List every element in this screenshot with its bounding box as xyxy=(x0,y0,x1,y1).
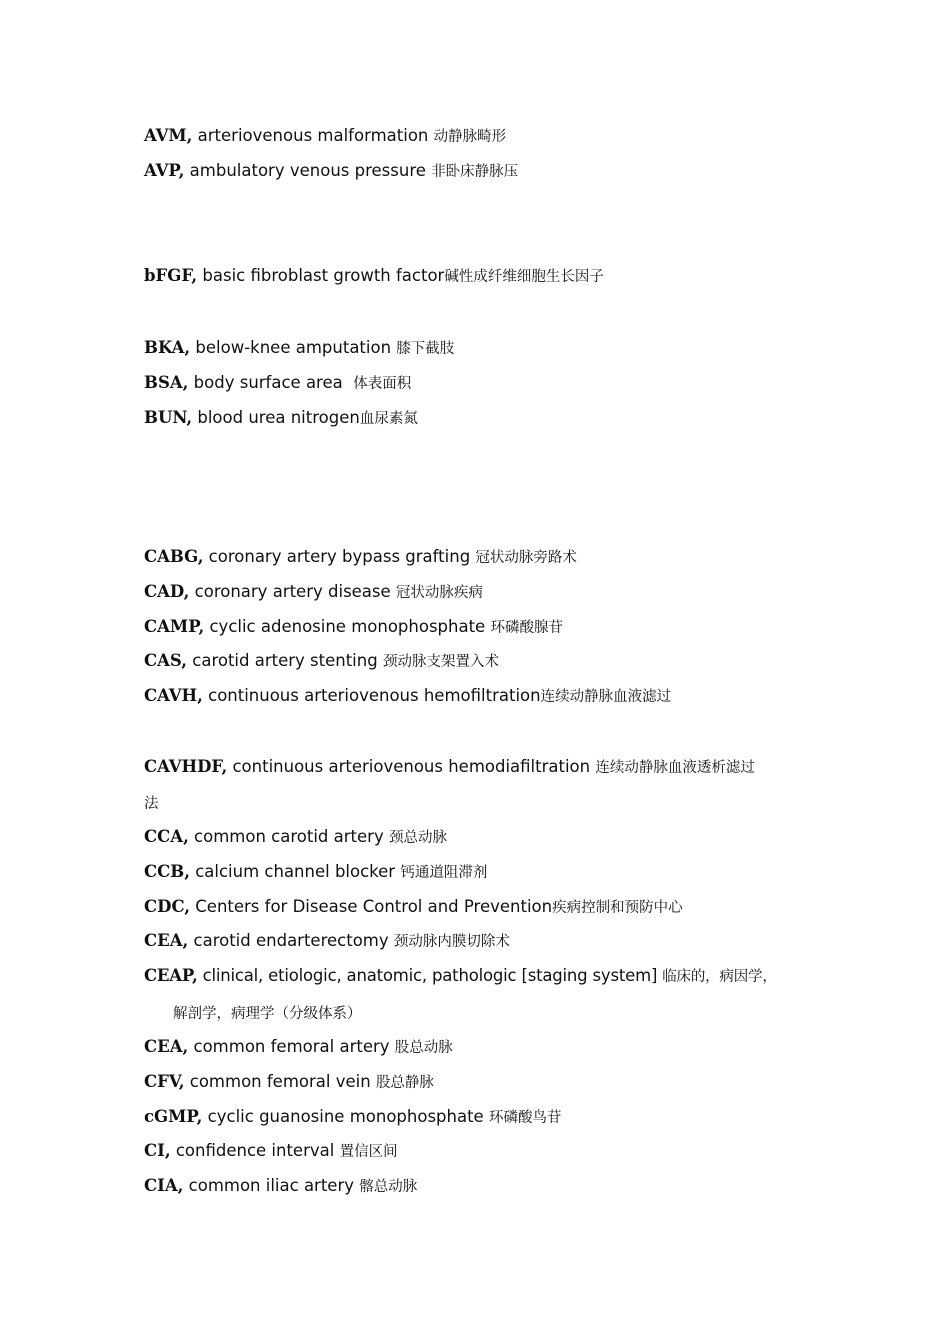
term-chinese: 膝下截肢 xyxy=(396,341,455,357)
abbreviation: CDC, xyxy=(144,897,191,916)
entry-cavh xyxy=(144,686,824,707)
term-english: basic fibroblast growth factor xyxy=(197,266,445,285)
term-english: cyclic adenosine monophosphate xyxy=(204,617,491,636)
entry-cia xyxy=(144,1176,824,1197)
term-english: common carotid artery xyxy=(188,827,389,846)
entry-avm xyxy=(144,126,824,147)
term-chinese: 髂总动脉 xyxy=(359,1179,418,1195)
entry-cabg xyxy=(144,547,824,568)
term-chinese: 股总动脉 xyxy=(394,1040,453,1056)
entry-cgmp xyxy=(144,1107,824,1128)
term-english: common femoral vein xyxy=(184,1072,376,1091)
term-chinese: 动静脉畸形 xyxy=(433,129,507,145)
term-chinese: 置信区间 xyxy=(339,1144,398,1160)
term-english: common iliac artery xyxy=(183,1176,360,1195)
abbreviation: CAVHDF, xyxy=(144,757,228,776)
abbreviation: CCA, xyxy=(144,827,189,846)
term-chinese: 钙通道阻滞剂 xyxy=(400,865,488,881)
entry-bsa xyxy=(144,373,824,394)
term-english: below-knee amputation xyxy=(190,338,397,357)
entry-bun xyxy=(144,408,824,429)
entry-cavhdf xyxy=(144,757,824,778)
abbreviation: CFV, xyxy=(144,1072,185,1091)
term-english: body surface area xyxy=(188,373,354,392)
abbreviation: cGMP, xyxy=(144,1107,203,1126)
term-english: coronary artery bypass grafting xyxy=(203,547,476,566)
entry-cca xyxy=(144,827,824,848)
entry-ccb xyxy=(144,862,824,883)
abbreviation: BSA, xyxy=(144,373,189,392)
abbreviation: CIA, xyxy=(144,1176,184,1195)
term-english: arteriovenous malformation xyxy=(192,126,434,145)
abbreviation: CAD, xyxy=(144,582,190,601)
abbreviation: AVM, xyxy=(144,126,193,145)
term-chinese: 环磷酸腺苷 xyxy=(490,620,563,636)
abbreviation: AVP, xyxy=(144,161,185,180)
term-english: cyclic guanosine monophosphate xyxy=(202,1107,489,1126)
abbreviation: CI, xyxy=(144,1141,171,1160)
term-english: Centers for Disease Control and Prevention xyxy=(190,897,553,916)
term-english: confidence interval xyxy=(170,1141,340,1160)
term-chinese: 临床的，病因学， xyxy=(662,969,777,985)
term-chinese: 体表面积 xyxy=(353,376,412,392)
abbreviation: CCB, xyxy=(144,862,190,881)
term-english: clinical, etiologic, anatomic, pathologic [staging system] xyxy=(197,966,663,985)
abbreviation: CAMP, xyxy=(144,617,205,636)
term-chinese: 股总静脉 xyxy=(375,1075,434,1091)
term-english: continuous arteriovenous hemodiafiltration xyxy=(227,757,596,776)
entry-avp xyxy=(144,161,824,182)
entry-cfv xyxy=(144,1072,824,1093)
term-english: ambulatory venous pressure xyxy=(184,161,432,180)
entry-cas xyxy=(144,651,824,672)
entry-bfgf xyxy=(144,266,824,287)
term-chinese: 非卧床静脉压 xyxy=(431,164,519,180)
term-chinese: 冠状动脉旁路术 xyxy=(475,550,577,566)
term-chinese: 颈总动脉 xyxy=(388,830,447,846)
term-english: common femoral artery xyxy=(188,1037,395,1056)
abbreviation: CEA, xyxy=(144,1037,189,1056)
term-chinese: 颈动脉支架置入术 xyxy=(382,654,499,670)
abbreviation: BKA, xyxy=(144,338,191,357)
abbreviation: CAVH, xyxy=(144,686,203,705)
term-chinese: 连续动静脉血液透析滤过 xyxy=(595,760,755,776)
term-english: carotid endarterectomy xyxy=(188,931,394,950)
term-english: continuous arteriovenous hemofiltration xyxy=(202,686,541,705)
entry-cad xyxy=(144,582,824,603)
entry-cavhdf-continuation: 法 xyxy=(144,796,159,812)
term-english: blood urea nitrogen xyxy=(192,408,360,427)
term-chinese: 冠状动脉疾病 xyxy=(395,585,483,601)
term-chinese: 疾病控制和预防中心 xyxy=(552,900,683,916)
term-english: coronary artery disease xyxy=(189,582,396,601)
abbreviation: CEA, xyxy=(144,931,189,950)
entry-bka xyxy=(144,338,824,359)
abbreviation: bFGF, xyxy=(144,266,198,285)
term-english: carotid artery stenting xyxy=(187,651,383,670)
term-chinese: 颈动脉内膜切除术 xyxy=(393,934,510,950)
entry-camp xyxy=(144,617,824,638)
abbreviation: CABG, xyxy=(144,547,204,566)
abbreviation: BUN, xyxy=(144,408,193,427)
entry-cea-femoral xyxy=(144,1037,824,1058)
entry-ceap xyxy=(144,966,824,987)
entry-cdc xyxy=(144,897,824,918)
entry-ceap-continuation: 解剖学，病理学（分级体系） xyxy=(173,1006,362,1022)
term-english: calcium channel blocker xyxy=(189,862,401,881)
abbreviation: CEAP, xyxy=(144,966,198,985)
entry-ci xyxy=(144,1141,824,1162)
abbreviation: CAS, xyxy=(144,651,188,670)
term-chinese: 血尿素氮 xyxy=(359,411,418,427)
term-chinese: 环磷酸鸟苷 xyxy=(488,1110,562,1126)
term-chinese: 碱性成纤维细胞生长因子 xyxy=(444,269,604,285)
term-chinese: 连续动静脉血液滤过 xyxy=(540,689,672,705)
entry-cea xyxy=(144,931,824,952)
